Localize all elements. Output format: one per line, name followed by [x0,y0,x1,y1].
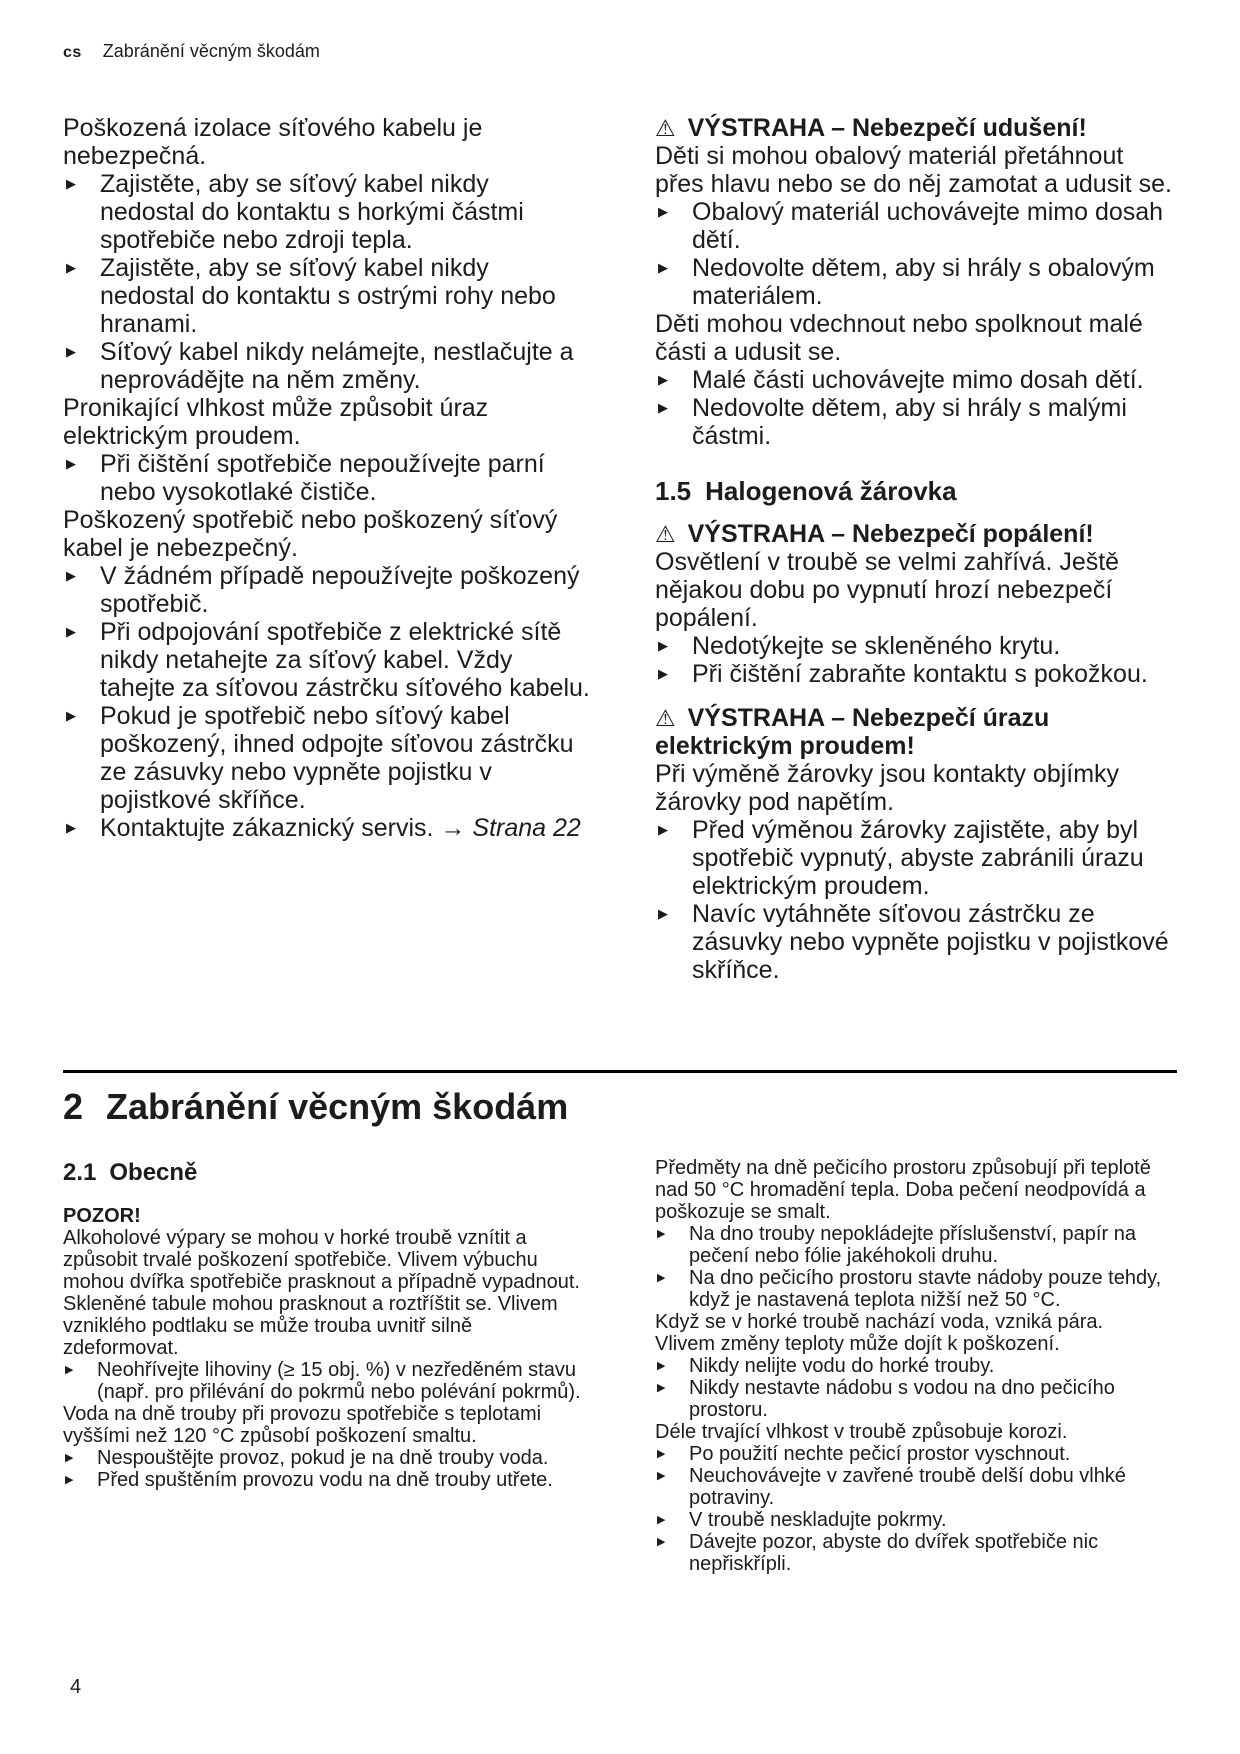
bullet-text: Nikdy nelijte vodu do horké trouby. [689,1355,995,1377]
bullet-item [63,1359,590,1403]
warning-icon: ⚠ [655,521,676,547]
bullet-icon: ▶ [658,666,668,681]
bullet-icon: ▶ [66,708,76,723]
bullet-icon: ▶ [66,344,76,359]
bullet-item [63,338,590,394]
section-divider [63,1070,1177,1073]
bullet-icon: ▶ [658,372,668,387]
right-column [655,1157,1177,1575]
heading-number: 1.5 [655,476,692,506]
bullet-icon: ▶ [657,1382,666,1394]
bullet-item [63,702,590,814]
bullet-text: Před výměnou žárovky zajistěte, aby byl spotřebič vypnutý, abyste zabránili úrazu elektrickým proudem. [692,816,1144,900]
warning-title [655,520,1177,548]
bullet-icon: ▶ [658,204,668,219]
bullet-icon: ▶ [65,1364,74,1376]
paragraph: Déle trvající vlhkost v troubě způsobuje korozi. [655,1421,1068,1443]
bullet-icon: ▶ [657,1470,666,1482]
bullet-text: Na dno trouby nepokládejte příslušenství, papír na pečení nebo fólie jakéhokoli druhu. [689,1223,1136,1267]
bullet-item [655,900,1177,984]
bullet-list [655,1443,1177,1575]
bullet-text: Po použití nechte pečicí prostor vyschnout. [689,1443,1071,1465]
warning-title-text: VÝSTRAHA – Nebezpečí popálení! [687,520,1094,548]
paragraph: Poškozený spotřebič nebo poškozený síťový kabel je nebezpečný. [63,506,558,562]
bullet-item [63,1469,590,1491]
page-number: 4 [70,1676,82,1698]
bullet-icon: ▶ [66,456,76,471]
page-header [63,40,1177,64]
heading-number: 2.1 [63,1159,97,1186]
bullet-text: Pokud je spotřebič nebo síťový kabel poškozený, ihned odpojte síťovou zástrčku ze zásuvky nebo vypněte pojistku v pojistkové skříňce. [100,702,574,814]
paragraph: Pronikající vlhkost může způsobit úraz elektrickým proudem. [63,394,489,450]
bullet-text: V žádném případě nepoužívejte poškozený spotřebič. [100,562,580,618]
bullet-list [63,450,590,506]
bullet-text: Obalový materiál uchovávejte mimo dosah dětí. [692,198,1164,254]
bullet-text: Zajistěte, aby se síťový kabel nikdy nedostal do kontaktu s horkými částmi spotřebiče nebo zdroji tepla. [100,170,524,254]
chapter-title: Zabránění věcným škodám [102,41,320,61]
bullet-item [655,1465,1177,1509]
bullet-list [63,562,590,842]
bullet-list [63,1447,590,1491]
bullet-icon: ▶ [658,906,668,921]
language-code: cs [63,44,82,61]
paragraph: Při výměně žárovky jsou kontakty objímky žárovky pod napětím. [655,760,1120,816]
heading-number: 2 [63,1086,84,1127]
bullet-list [655,366,1177,450]
bullet-icon: ▶ [657,1536,666,1548]
left-column [63,1157,590,1575]
bullet-icon: ▶ [657,1448,666,1460]
warning-block-burns [655,520,1177,688]
bullet-icon: ▶ [66,568,76,583]
bullet-icon: ▶ [658,822,668,837]
bullet-text: Při odpojování spotřebiče z elektrické sítě nikdy netahejte za síťový kabel. Vždy tahejte za síťovou zástrčku síťového kabelu. [100,618,590,702]
bullet-icon: ▶ [66,624,76,639]
subsection-heading-2-1 [63,1159,590,1187]
bullet-list [655,198,1177,310]
bullet-item [655,1267,1177,1311]
heading-text: Zabránění věcným škodám [106,1086,569,1127]
attention-label: POZOR! [63,1205,141,1227]
warning-icon: ⚠ [655,115,676,141]
bullet-item [63,1447,590,1469]
bullet-text: Neuchovávejte v zavřené troubě delší dobu vlhké potraviny. [689,1465,1126,1509]
heading-text: Obecně [109,1159,198,1186]
warning-block-electric-shock [655,704,1177,984]
bullet-text: Nespouštějte provoz, pokud je na dně trouby voda. [97,1447,549,1469]
bullet-item [655,816,1177,900]
paragraph: Osvětlení v troubě se velmi zahřívá. Ještě nějakou dobu po vypnutí hrozí nebezpečí popálení. [655,548,1120,632]
bullet-text: V troubě neskladujte pokrmy. [689,1509,947,1531]
bullet-icon: ▶ [658,260,668,275]
subsection-heading-1-5 [655,476,1177,506]
bullet-text: Na dno pečicího prostoru stavte nádoby pouze tehdy, když je nastavená teplota nižší než 50 °C. [689,1267,1162,1311]
bullet-item [655,254,1177,310]
bullet-item [655,1223,1177,1267]
paragraph: Alkoholové výpary se mohou v horké troubě vznítit a způsobit trvalé poškození spotřebiče. Vlivem výbuchu mohou dvířka spotřebiče prasknout a případně vypadnout. Skleněné tabule mohou prasknout a roztříštit se. Vlivem vzniklého podtlaku se může trouba uvnitř silně zdeformovat. [63,1227,580,1359]
bullet-icon: ▶ [65,1474,74,1486]
bullet-item [63,170,590,254]
bullet-text: Dávejte pozor, abyste do dvířek spotřebiče nic nepřiskřípli. [689,1531,1099,1575]
paragraph: Když se v horké troubě nachází voda, vzniká pára. [655,1311,1104,1333]
chapter-2-body [63,1157,1177,1575]
bullet-item [655,366,1177,394]
bullet-icon: ▶ [65,1452,74,1464]
bullet-list [655,816,1177,984]
bullet-text: Síťový kabel nikdy nelámejte, nestlačujte a neprovádějte na něm změny. [100,338,574,394]
bullet-item [63,814,590,842]
bullet-icon: ▶ [657,1228,666,1240]
bullet-text: Při čištění spotřebiče nepoužívejte parní nebo vysokotlaké čističe. [100,450,545,506]
bullet-icon: ▶ [66,820,76,835]
bullet-item [655,1531,1177,1575]
warning-title-text: VÝSTRAHA – Nebezpečí úrazu elektrickým proudem! [655,704,1050,760]
bullet-icon: ▶ [66,260,76,275]
paragraph: Předměty na dně pečicího prostoru způsobují při teplotě nad 50 °C hromadění tepla. Doba pečení neodpovídá a poškozuje se smalt. [655,1157,1151,1223]
bullet-text: Nedovolte dětem, aby si hrály s obalovým materiálem. [692,254,1155,310]
bullet-text: Navíc vytáhněte síťovou zástrčku ze zásuvky nebo vypněte pojistku v pojistkové skříňce. [692,900,1169,984]
bullet-item [655,198,1177,254]
bullet-text: Kontaktujte zákaznický servis. [100,814,434,842]
bullet-item [655,1377,1177,1421]
bullet-text: Při čištění zabraňte kontaktu s pokožkou. [692,660,1148,688]
bullet-text: Zajistěte, aby se síťový kabel nikdy nedostal do kontaktu s ostrými rohy nebo hranami. [100,254,556,338]
warning-title [655,704,1177,760]
safety-section [63,114,1177,1012]
bullet-item [655,1509,1177,1531]
bullet-text: Neohřívejte lihoviny (≥ 15 obj. %) v nezředěném stavu (např. pro přilévání do pokrmů nebo polévání pokrmů). [97,1359,581,1403]
bullet-item [655,1443,1177,1465]
bullet-item [63,450,590,506]
bullet-item [655,632,1177,660]
bullet-item [63,618,590,702]
bullet-icon: ▶ [658,638,668,653]
section-heading-2 [63,1087,1177,1127]
right-column [655,114,1177,1012]
warning-title-text: VÝSTRAHA – Nebezpečí udušení! [687,114,1087,142]
bullet-icon: ▶ [657,1272,666,1284]
bullet-item [63,562,590,618]
bullet-icon: ▶ [657,1514,666,1526]
bullet-item [655,660,1177,688]
bullet-text: Nedotýkejte se skleněného krytu. [692,632,1061,660]
warning-block-suffocation [655,114,1177,450]
bullet-text: Malé části uchovávejte mimo dosah dětí. [692,366,1144,394]
bullet-icon: ▶ [658,400,668,415]
paragraph: Děti mohou vdechnout nebo spolknout malé části a udusit se. [655,310,1143,366]
bullet-text: Nedovolte dětem, aby si hrály s malými částmi. [692,394,1127,450]
bullet-text: Před spuštěním provozu vodu na dně trouby utřete. [97,1469,553,1491]
paragraph: Voda na dně trouby při provozu spotřebiče s teplotami vyššími než 120 °C způsobí poškození smaltu. [63,1403,542,1447]
bullet-list [63,1359,590,1403]
bullet-icon: ▶ [657,1360,666,1372]
bullet-list [655,1355,1177,1421]
paragraph: Poškozená izolace síťového kabelu je nebezpečná. [63,114,483,170]
cross-reference: → Strana 22 [440,814,581,842]
bullet-icon: ▶ [66,176,76,191]
bullet-item [655,1355,1177,1377]
bullet-item [63,254,590,338]
paragraph: Vlivem změny teploty může dojít k poškození. [655,1333,1060,1355]
bullet-text: Nikdy nestavte nádobu s vodou na dno pečicího prostoru. [689,1377,1115,1421]
left-column [63,114,590,1012]
bullet-list [63,170,590,394]
warning-title [655,114,1177,142]
warning-icon: ⚠ [655,705,676,731]
heading-text: Halogenová žárovka [705,476,957,506]
bullet-list [655,1223,1177,1311]
bullet-item [655,394,1177,450]
bullet-list [655,632,1177,688]
paragraph: Děti si mohou obalový materiál přetáhnout přes hlavu nebo se do něj zamotat a udusit se. [655,142,1172,198]
